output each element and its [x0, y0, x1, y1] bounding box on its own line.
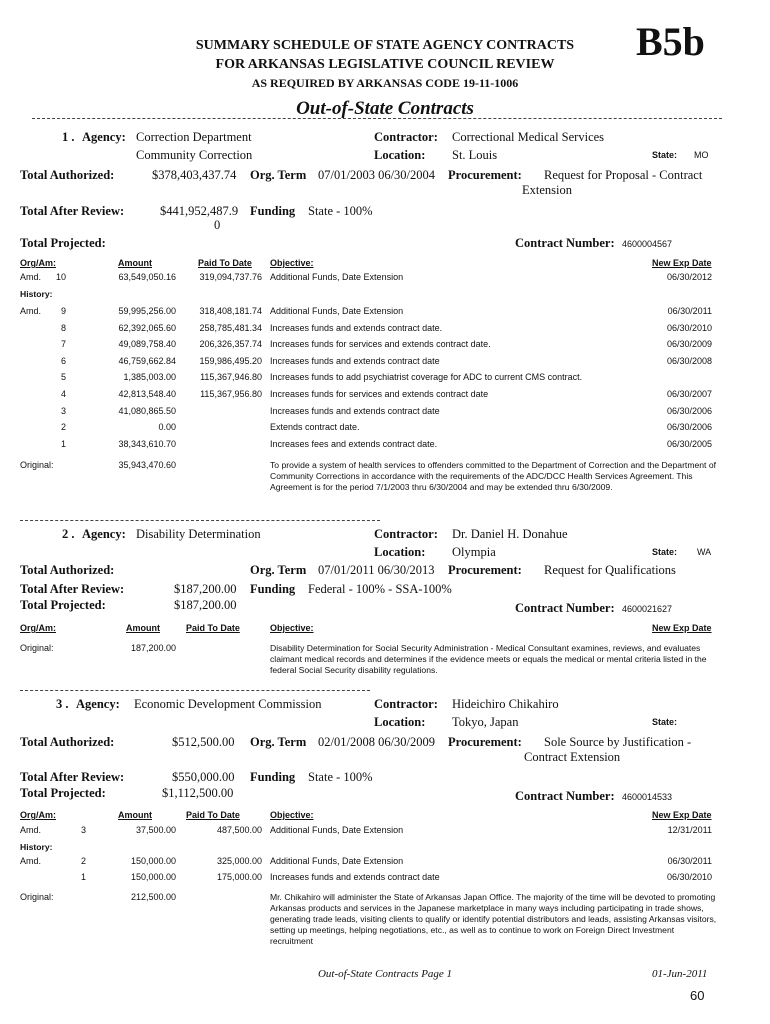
total-projected-value: $187,200.00: [174, 598, 237, 612]
header-line-2: FOR ARKANSAS LEGISLATIVE COUNCIL REVIEW: [215, 57, 555, 72]
row-exp-date: 06/30/2010: [666, 872, 712, 882]
row-paid: 325,000.00: [216, 856, 262, 866]
procurement-value: Request for Qualifications: [544, 563, 676, 577]
location-label: Location:: [374, 715, 426, 729]
state-label: State:: [652, 717, 678, 727]
divider: [20, 520, 380, 521]
row-exp-date: 06/30/2011: [667, 306, 712, 316]
agency-division: Community Correction: [136, 148, 253, 162]
row-amount: 59,995,256.00: [118, 306, 176, 316]
row-exp-date: 06/30/2006: [666, 422, 712, 433]
contract-number-value: 4600021627: [622, 604, 673, 614]
row-amount: 38,343,610.70: [118, 438, 176, 449]
procurement-label: Procurement:: [448, 168, 522, 182]
procurement-value-cont: Extension: [522, 183, 572, 197]
col-objective: Objective:: [270, 623, 314, 633]
row-amount: 37,500.00: [135, 825, 176, 835]
row-amount: 41,080,865.50: [118, 405, 176, 416]
row-number: 10: [55, 272, 66, 282]
contractor-name: Hideichiro Chikahiro: [452, 697, 559, 711]
row-number: 5: [60, 372, 66, 383]
col-new-exp-date: New Exp Date: [652, 810, 712, 820]
history-label: History:: [20, 842, 53, 852]
row-objective: Increases funds for services and extends contract date: [270, 389, 489, 399]
total-after-review-label: Total After Review:: [20, 204, 125, 218]
row-exp-date: 06/30/2010: [666, 322, 712, 333]
location-value: Tokyo, Japan: [452, 715, 519, 729]
row-number: 8: [60, 322, 66, 333]
row-paid: 159,986,495.20: [199, 355, 262, 366]
original-label: Original:: [20, 892, 54, 902]
original-label: Original:: [20, 643, 54, 653]
original-label: Original:: [20, 460, 54, 470]
total-authorized-label: Total Authorized:: [20, 168, 115, 182]
contractor-name: Correctional Medical Services: [452, 130, 605, 144]
location-label: Location:: [374, 545, 426, 559]
row-amount: 150,000.00: [130, 856, 176, 866]
funding-label: Funding: [250, 582, 296, 596]
location-label: Location:: [374, 148, 426, 162]
agency-name: Disability Determination: [136, 527, 261, 541]
org-term-value: 02/01/2008 06/30/2009: [318, 735, 436, 749]
procurement-value-cont: Contract Extension: [524, 750, 621, 764]
agency-label: Agency:: [82, 130, 126, 144]
row-paid: 319,094,737.76: [199, 272, 262, 282]
total-projected-label: Total Projected:: [20, 236, 106, 250]
org-term-value: 07/01/2011 06/30/2013: [318, 563, 435, 577]
row-objective: Additional Funds, Date Extension: [270, 825, 404, 835]
row-exp-date: 06/30/2007: [666, 389, 712, 399]
org-term-label: Org. Term: [250, 735, 307, 749]
row-amount: 42,813,548.40: [118, 389, 176, 399]
org-term-value: 07/01/2003 06/30/2004: [318, 168, 436, 182]
row-type: Amd.: [20, 856, 42, 866]
col-amount: Amount: [126, 623, 160, 633]
agency-label: Agency:: [76, 697, 120, 711]
original-amount: 212,500.00: [130, 892, 176, 902]
location-value: Olympia: [452, 545, 496, 559]
procurement-value: Request for Proposal - Contract: [544, 168, 703, 182]
contractor-name: Dr. Daniel H. Donahue: [452, 527, 568, 541]
row-objective: Increases funds and extends contract date: [270, 405, 440, 416]
contract-number-index: 1 .: [62, 130, 75, 144]
contract-number-index: 2 .: [62, 527, 75, 541]
original-objective: Disability Determination for Social Security Administration - Medical Consultant examines, reviews, and evaluates claimant medical records and determines if the evidence meets or equals the medical or mental criteria listed in the federal Social Security disability regulations.: [270, 643, 707, 675]
col-org-am: Org/Am:: [20, 258, 56, 268]
row-amount: 62,392,065.60: [118, 322, 176, 333]
row-exp-date: 06/30/2006: [666, 405, 712, 416]
row-objective: Extends contract date.: [270, 422, 360, 433]
row-amount: 49,089,758.40: [118, 339, 176, 350]
contract-number-label: Contract Number:: [515, 601, 615, 615]
row-number: 6: [60, 355, 66, 366]
agency-name: Economic Development Commission: [134, 697, 322, 711]
col-org-am: Org/Am:: [20, 810, 56, 820]
original-objective: Mr. Chikahiro will administer the State of Arkansas Japan Office. The majority of the time will be devoted to promoting Arkansas products and services in the Japanese marketplace in many ways including participating in trade shows, generating trade leads, visiting clients to qualify or identify potential distributors and leads, assisting Arkansas visitors, setting up meetings, helping negotiations, etc., as well as to continue to work on Foreign Direct Investment recruitment: [270, 892, 717, 946]
contract-number-index: 3 .: [56, 697, 69, 711]
col-new-exp-date: New Exp Date: [652, 623, 712, 633]
state-value: MO: [694, 150, 709, 160]
state-label: State:: [652, 547, 678, 557]
col-objective: Objective:: [270, 258, 314, 268]
total-projected-label: Total Projected:: [20, 598, 106, 612]
row-objective: Increases funds to add psychiatrist coverage for ADC to current CMS contract.: [270, 372, 583, 383]
row-number: 1: [80, 872, 86, 882]
row-type: Amd.: [20, 306, 42, 316]
row-number: 3: [80, 825, 86, 835]
row-exp-date: 06/30/2011: [667, 856, 712, 866]
col-paid-to-date: Paid To Date: [198, 258, 252, 268]
org-term-label: Org. Term: [250, 563, 307, 577]
footer-date: 01-Jun-2011: [652, 968, 708, 980]
agency-name: Correction Department: [136, 130, 252, 144]
divider: [32, 118, 722, 119]
page-number: 60: [690, 988, 705, 1003]
contract-number-label: Contract Number:: [515, 789, 615, 803]
row-objective: Increases fees and extends contract date.: [270, 438, 438, 449]
header-line-3: AS REQUIRED BY ARKANSAS CODE 19-11-1006: [251, 76, 519, 90]
section-title: Out-of-State Contracts: [296, 98, 474, 119]
col-amount: Amount: [118, 258, 152, 268]
original-objective: To provide a system of health services to offenders committed to the Department of Correction and the Department of Community Corrections in accordance with the requirements of the ADC/DCC Health Services Agreement. This Agreement is for the period 7/1/2003 thru 6/30/2004 and may be extended thru 6/30/2009.: [270, 460, 716, 492]
history-label: History:: [20, 289, 53, 299]
procurement-value: Sole Source by Justification -: [544, 735, 692, 749]
contract-number-value: 4600004567: [622, 239, 673, 249]
col-new-exp-date: New Exp Date: [652, 258, 712, 268]
original-amount: 35,943,470.60: [118, 460, 176, 470]
row-paid: 258,785,481.34: [199, 322, 262, 333]
row-exp-date: 06/30/2008: [666, 355, 712, 366]
row-paid: 318,408,181.74: [199, 306, 262, 316]
divider: [20, 690, 370, 691]
total-authorized-value: $512,500.00: [172, 735, 235, 749]
row-exp-date: 06/30/2009: [666, 339, 712, 350]
total-after-review-label: Total After Review:: [20, 582, 125, 596]
footer-page-label: Out-of-State Contracts Page 1: [317, 968, 453, 980]
total-after-review-value: $550,000.00: [172, 770, 235, 784]
funding-label: Funding: [250, 770, 296, 784]
row-objective: Increases funds and extends contract date: [270, 355, 440, 366]
procurement-label: Procurement:: [448, 735, 522, 749]
row-number: 7: [60, 339, 66, 350]
row-number: 3: [60, 405, 66, 416]
row-type: Amd.: [20, 272, 42, 282]
total-authorized-label: Total Authorized:: [20, 735, 115, 749]
col-paid-to-date: Paid To Date: [186, 623, 240, 633]
row-objective: Increases funds for services and extends contract date.: [270, 339, 491, 350]
location-value: St. Louis: [452, 148, 498, 162]
contractor-label: Contractor:: [374, 130, 438, 144]
contractor-label: Contractor:: [374, 697, 438, 711]
row-amount: 63,549,050.16: [118, 272, 176, 282]
header-line-1: SUMMARY SCHEDULE OF STATE AGENCY CONTRACTS: [195, 38, 575, 53]
col-objective: Objective:: [270, 810, 314, 820]
row-number: 1: [60, 438, 66, 449]
funding-value: State - 100%: [308, 770, 373, 784]
row-number: 2: [60, 422, 66, 433]
col-amount: Amount: [118, 810, 152, 820]
total-after-review-value: $187,200.00: [174, 582, 237, 596]
row-objective: Increases funds and extends contract date.: [270, 322, 443, 333]
row-number: 2: [80, 856, 86, 866]
row-number: 9: [60, 306, 66, 316]
funding-value: Federal - 100% - SSA-100%: [308, 582, 452, 596]
contract-number-value: 4600014533: [622, 792, 673, 802]
row-exp-date: 06/30/2012: [666, 272, 712, 282]
total-authorized-label: Total Authorized:: [20, 563, 115, 577]
original-amount: 187,200.00: [130, 643, 176, 653]
org-term-label: Org. Term: [250, 168, 307, 182]
row-amount: 1,385,003.00: [123, 372, 176, 383]
row-exp-date: 06/30/2005: [666, 438, 712, 449]
row-objective: Increases funds and extends contract date: [270, 872, 440, 882]
row-objective: Additional Funds, Date Extension: [270, 272, 404, 282]
procurement-label: Procurement:: [448, 563, 522, 577]
row-paid: 487,500.00: [216, 825, 262, 835]
row-paid: 115,367,946.80: [200, 372, 262, 383]
row-paid: 115,367,956.80: [200, 389, 262, 399]
total-projected-label: Total Projected:: [20, 786, 106, 800]
col-org-am: Org/Am:: [20, 623, 56, 633]
row-objective: Additional Funds, Date Extension: [270, 306, 404, 316]
row-amount: 150,000.00: [130, 872, 176, 882]
total-after-review-value: $441,952,487.9: [160, 204, 239, 218]
contract-number-label: Contract Number:: [515, 236, 615, 250]
row-objective: Additional Funds, Date Extension: [270, 856, 404, 866]
row-paid: 175,000.00: [216, 872, 262, 882]
agency-label: Agency:: [82, 527, 126, 541]
total-authorized-value: $378,403,437.74: [152, 168, 237, 182]
row-paid: 206,326,357.74: [199, 339, 262, 350]
total-after-review-label: Total After Review:: [20, 770, 125, 784]
funding-label: Funding: [250, 204, 296, 218]
form-badge: B5b: [636, 19, 705, 64]
state-value: WA: [697, 547, 712, 557]
row-amount: 46,759,662.84: [118, 355, 176, 366]
contractor-label: Contractor:: [374, 527, 438, 541]
row-type: Amd.: [20, 825, 42, 835]
funding-value: State - 100%: [308, 204, 373, 218]
total-after-review-value-cont: 0: [214, 218, 221, 232]
row-amount: 0.00: [158, 422, 176, 433]
row-number: 4: [60, 389, 66, 399]
state-label: State:: [652, 150, 678, 160]
total-projected-value: $1,112,500.00: [162, 786, 234, 800]
col-paid-to-date: Paid To Date: [186, 810, 240, 820]
row-exp-date: 12/31/2011: [667, 825, 712, 835]
